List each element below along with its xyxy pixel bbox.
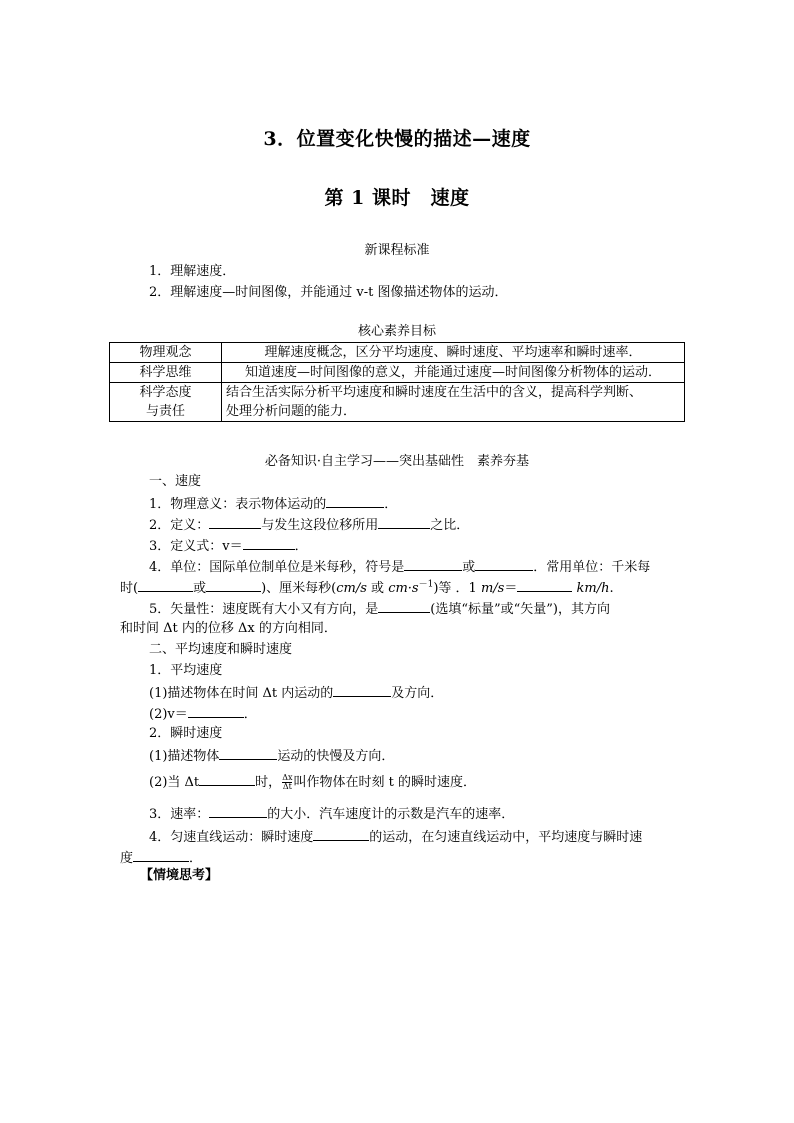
speed-line-5: 时( 或 )、厘米每秒(cm/s 或 $cm\cdot s^{-1}$)等 ．1 m/s＝ km/h. (120, 577, 614, 599)
avg-heading: 二、平均速度和瞬时速度 (149, 642, 293, 657)
scenario-heading: 【情境思考】 (140, 868, 219, 883)
speed-line-4: 4．单位：国际单位制单位是米每秒，符号是 或 ．常用单位：千米每 (149, 556, 650, 578)
answer-blank[interactable] (188, 703, 244, 718)
inst-sub-2: 2．瞬时速度 (149, 726, 223, 741)
goal-value-line: 结合生活实际分析平均速度和瞬时速度在生活中的含义，提高科学判断、 (226, 385, 643, 400)
avg-line-2: (2)v＝ ． (149, 703, 257, 725)
speed-line-1: 1．物理意义：表示物体运动的 ． (149, 493, 397, 515)
avg-sub-1: 1．平均速度 (149, 663, 223, 678)
answer-blank[interactable] (133, 847, 189, 862)
standard-heading: 新课程标准 (364, 243, 430, 258)
speed-line-2: 2．定义： 与发生这段位移所用 之比． (149, 514, 469, 536)
table-row (110, 343, 685, 363)
goal-key-line: 科学态度 (139, 385, 192, 400)
goal-value (222, 383, 685, 422)
answer-blank[interactable] (138, 577, 193, 592)
answer-blank[interactable] (475, 556, 533, 571)
goal-key (110, 383, 222, 422)
speed-heading: 一、速度 (149, 474, 202, 489)
answer-blank[interactable] (313, 826, 369, 841)
goal-value: 知道速度—时间图像的意义，并能通过速度—时间图像分析物体的运动． (222, 363, 685, 383)
goal-key: 科学思维 (110, 363, 222, 383)
speed-line-6: 5．矢量性：速度既有大小又有方向，是 (选填“标量”或“矢量”)，其方向 (149, 598, 610, 620)
goal-value-line: 处理分析问题的能力． (226, 404, 357, 419)
fraction-dx-dt: $\frac{\Delta x}{\Delta t}$ (282, 773, 293, 791)
goal-key-line: 与责任 (145, 404, 185, 419)
answer-blank[interactable] (209, 803, 267, 818)
goal-value: 理解速度概念，区分平均速度、瞬时速度、平均速率和瞬时速率． (222, 343, 685, 363)
uniform-line-2: 度 ． (120, 847, 202, 869)
answer-blank[interactable] (326, 493, 384, 508)
table-row (110, 363, 685, 383)
goals-heading: 核心素养目标 (357, 324, 436, 339)
table-row (110, 383, 685, 422)
lesson-title: 第 1 课时 速度 (324, 187, 470, 209)
answer-blank[interactable] (199, 771, 255, 786)
answer-blank[interactable] (404, 556, 462, 571)
answer-blank[interactable] (378, 598, 430, 613)
speed-line-7: 和时间 Δt 内的位移 Δx 的方向相同． (120, 621, 337, 636)
uniform-line-1: 4．匀速直线运动：瞬时速度 的运动，在匀速直线运动中，平均速度与瞬时速 (149, 826, 642, 848)
answer-blank[interactable] (333, 682, 391, 697)
answer-blank[interactable] (517, 577, 572, 592)
speed-line-3: 3．定义式：v＝ ． (149, 535, 308, 557)
inst-line-1: (1)描述物体 运动的快慢及方向． (149, 745, 394, 767)
avg-line-1: (1)描述物体在时间 Δt 内运动的 及方向． (149, 682, 443, 704)
rate-line: 3．速率： 的大小．汽车速度计的示数是汽车的速率． (149, 803, 514, 825)
standard-item: 1．理解速度． (149, 264, 236, 279)
standard-item: 2．理解速度—时间图像，并能通过 v-t 图像描述物体的运动． (149, 285, 508, 300)
answer-blank[interactable] (378, 514, 430, 529)
core-goals-table (109, 342, 685, 422)
answer-blank[interactable] (206, 577, 261, 592)
goal-key: 物理观念 (110, 343, 222, 363)
answer-blank[interactable] (219, 745, 277, 760)
section-heading: 必备知识·自主学习——突出基础性 素养夯基 (264, 454, 530, 469)
chapter-title: 3．位置变化快慢的描述—速度 (263, 128, 531, 150)
inst-line-2: (2)当 Δt 时， $\frac{\Delta x}{\Delta t}$ 叫作物体在时刻 t 的瞬时速度． (149, 773, 476, 791)
answer-blank[interactable] (243, 535, 295, 550)
answer-blank[interactable] (209, 514, 261, 529)
